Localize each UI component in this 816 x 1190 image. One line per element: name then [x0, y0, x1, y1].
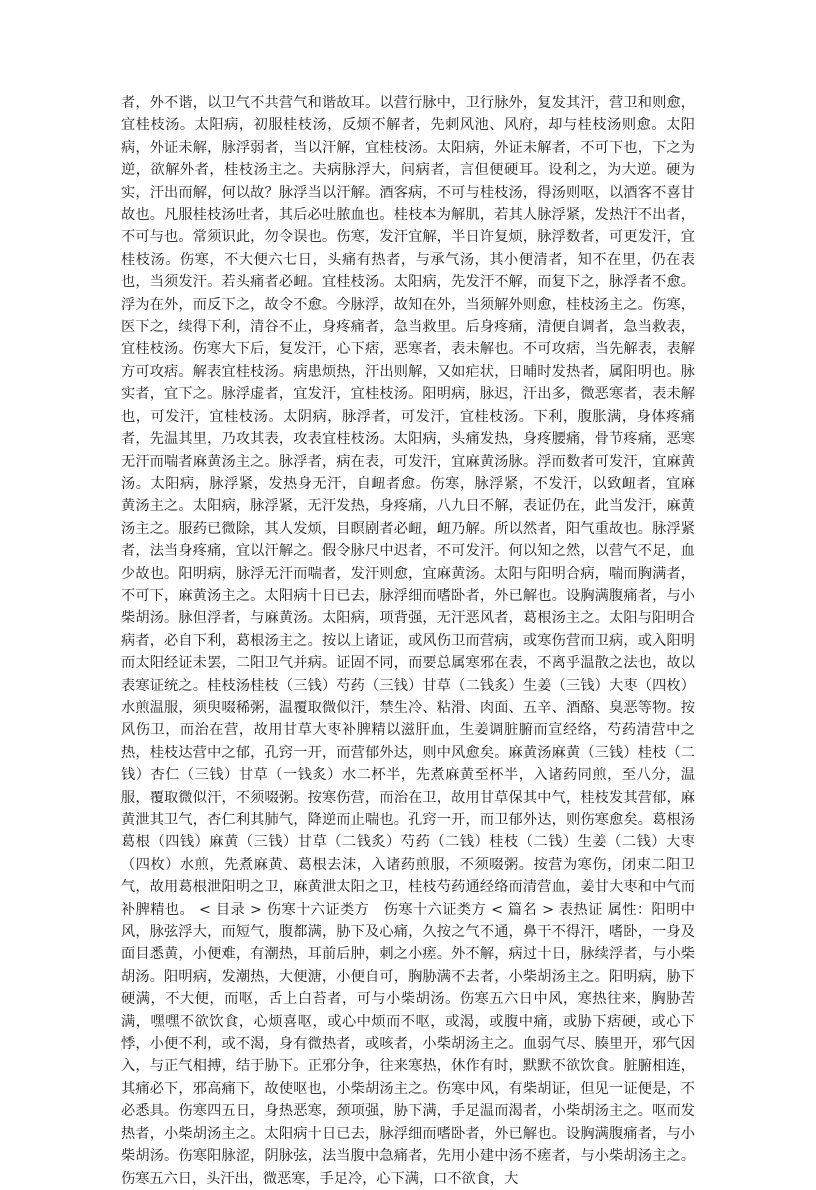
body-text: 者，外不谐，以卫气不共营气和谐故耳。以营行脉中，卫行脉外，复发其汗，营卫和则愈，宜桂枝汤。太阳病，初服桂枝汤，反烦不解者，先刺风池、风府，却与桂枝汤则愈。太阳病，外证未解，脉浮弱者，当以汗解，宜桂枝汤。太阳病，外证未解者，不可下也，下之为逆，欲解外者，桂枝汤主之。夫病脉浮大，问病者，言但便硬耳。设利之，为大逆。硬为实，汗出而解，何以故？脉浮当以汗解。酒客病，不可与桂枝汤，得汤则呕，以酒客不喜甘故也。凡服桂枝汤吐者，其后必吐脓血也。桂枝本为解肌，若其人脉浮紧，发热汗不出者，不可与也。常须识此，勿令误也。伤寒，发汗宜解，半日许复烦，脉浮数者，可更发汗，宜桂枝汤。伤寒，不大便六七日，头痛有热者，与承气汤，其小便清者，知不在里，仍在表也，当须发汗。若头痛者必衄。宜桂枝汤。太阳病，先发汗不解，而复下之，脉浮者不愈。浮为在外，而反下之，故令不愈。今脉浮，故知在外，当须解外则愈，桂枝汤主之。伤寒，医下之，续得下利，清谷不止，身疼痛者，急当救里。后身疼痛，清便自调者，急当救表，宜桂枝汤。伤寒大下后，复发汗，心下痞，恶寒者，表未解也。不可攻痞，当先解表，表解方可攻痞。解表宜桂枝汤。病患烦热，汗出则解，又如疟状，日晡时发热者，属阳明也。脉实者，宜下之。脉浮虚者，宜发汗，宜桂枝汤。阳明病，脉迟，汗出多，微恶寒者，表未解也，可发汗，宜桂枝汤。太阴病，脉浮者，可发汗，宜桂枝汤。下利，腹胀满，身体疼痛者，先温其里，乃攻其表，攻表宜桂枝汤。太阳病，头痛发热，身疼腰痛，骨节疼痛，恶寒无汗而喘者麻黄汤主之。脉浮者，病在表，可发汗，宜麻黄汤脉。浮而数者可发汗，宜麻黄汤。太阳病，脉浮紧，发热身无汗，自衄者愈。伤寒，脉浮紧，不发汗，以致衄者，宜麻 黄汤主之。太阳病，脉浮紧，无汗发热，身疼痛，八九日不解，表证仍在，此当发汗，麻黄汤主之。服药已微除，其人发烦，目瞑剧者必衄，衄乃解。所以然者，阳气重故也。脉浮紧者，法当身疼痛，宜以汗解之。假令脉尺中迟者，不可发汗。何以知之然，以营气不足，血少故也。阳明病，脉浮无汗而喘者，发汗则愈，宜麻黄汤。太阳与阳明合病，喘而胸满者，不可下，麻黄汤主之。太阳病十日已去，脉浮细而嗜卧者，外已解也。设胸满腹痛者，与小柴胡汤。脉但浮者，与麻黄汤。太阳病，项背强，无汗恶风者，葛根汤主之。太阳与阳明合病者，必自下利，葛根汤主之。按以上诸证，或风伤卫而营病，或寒伤营而卫病，或入阳明而太阳经证未罢，二阳卫气并病。证固不同，而要总属寒邪在表，不离乎温散之法也，故以表寒证统之。桂枝汤桂枝（三钱）芍药（三钱）甘草（二钱炙）生姜（三钱）大枣（四枚）水煎温服，须臾啜稀粥，温覆取微似汗，禁生冷、粘滑、肉面、五辛、酒酪、臭恶等物。按风伤卫，而治在营，故用甘草大枣补脾精以滋肝血，生姜调脏腑而宣经络，芍药清营中之热，桂枝达营中之郁，孔窍一开，而营郁外达，则中风愈矣。麻黄汤麻黄（三钱）桂枝（二钱）杏仁（三钱）甘草（一钱炙）水二杯半，先煮麻黄至杯半，入诸药同煎，至八分，温服，覆取微似汗，不须啜粥。按寒伤营，而治在卫，故用甘草保其中气，桂枝发其营郁，麻黄泄其卫气，杏仁利其肺气，降逆而止喘也。孔窍一开，而卫郁外达，则伤寒愈矣。葛根汤葛根（四钱）麻黄（三钱）甘草（二钱炙）芍药（二钱）桂枝（二钱）生姜（二钱）大枣（四枚）水煎，先煮麻黄、葛根去沫，入诸药煎服，不须啜粥。按营为寒伤，闭束二阳卫气，故用葛根泄阳明之卫，麻黄泄太阳之卫，桂枝芍药通经络而清营血，姜甘大枣和中气而补脾精也。 < 目录 > 伤寒十六证类方 伤寒十六证类方 < 篇名 > 表热证 属性：阳明中风，脉弦浮大，而短气，腹都满，胁下及心痛，久按之气不通，鼻干不得汗，嗜卧，一身及面目悉黄，小便难，有潮热，耳前后肿，刺之小瘥。外不解，病过十日，脉续浮者，与小柴胡汤。阳明病，发潮热，大便溏，小便自可，胸胁满不去者，小柴胡汤主之。阳明病，胁下硬满，不大便，而呕，舌上白苔者，可与小柴胡汤。伤寒五六日中风，寒热往来，胸胁苦满，嘿嘿不欲饮食，心烦喜呕，或心中烦而不呕，或渴，或腹中痛，或胁下痞硬，或心下悸，小便不利，或不渴，身有微热者，或咳者，小柴胡汤主之。血弱气尽、腠里开，邪气因入，与正气相搏，结于胁下。正邪分争，往来寒热，休作有时，默默不欲饮食。脏腑相连，其痛必下，邪高痛下，故使呕也，小柴胡汤主之。伤寒中风，有柴胡证，但见一证便是，不必悉具。伤寒四五日，身热恶寒，颈项强，胁下满，手足温而渴者，小柴胡汤主之。呕而发热者，小柴胡汤主之。太阳病十日已去，脉浮细而嗜卧者，外已解也。设胸满腹痛者，与小柴胡汤。伤寒阳脉涩，阴脉弦，法当腹中急痛者，先用小建中汤不瘥者，与小柴胡汤主之。伤寒五六日，头汗出，微恶寒，手足冷，心下满，口不欲食，大 — [121, 95, 710, 1187]
